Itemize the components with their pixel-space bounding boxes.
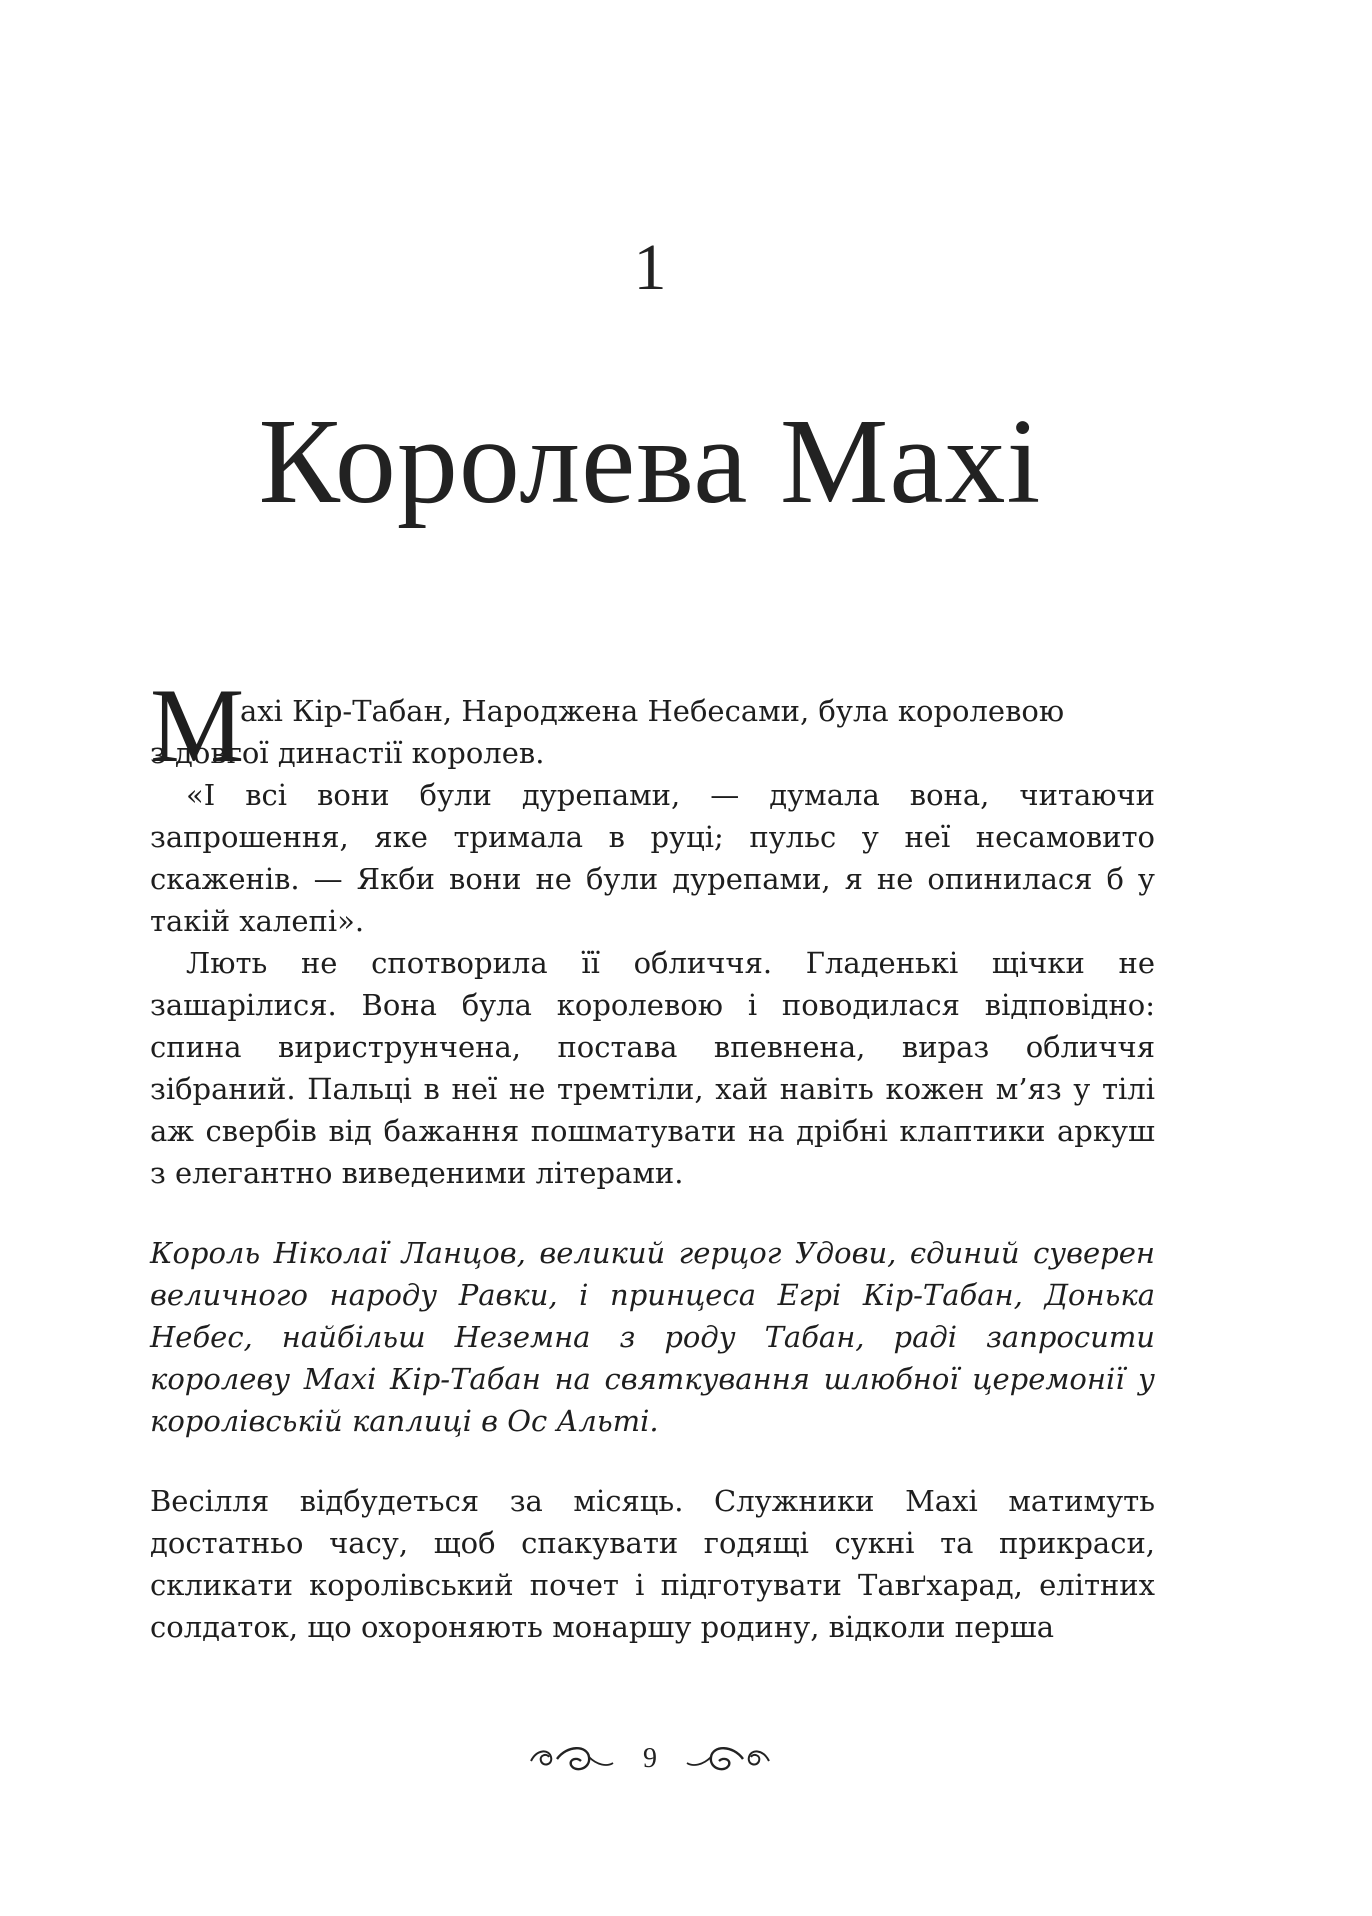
paragraph-2: «І всі вони були дурепами, — думала вона, читаючи запрошення, яке тримала в руці; пульс у неї несамовито скаженів. — Якби вони не були дурепами, я не опинилася б у такій халепі». (150, 778, 1155, 938)
flourish-right-icon (683, 1739, 773, 1779)
paragraph-4: Весілля відбудеться за місяць. Служники Махі матимуть достатньо часу, щоб спакувати годящі сукні та прикраси, скликати королівський почет і підготувати Тавґхарад, елітних солдаток, що охороняють монаршу родину, відколи перша (150, 1484, 1155, 1644)
drop-cap: М (150, 667, 245, 784)
page-number: 9 (643, 1743, 657, 1774)
chapter-title: Королева Махі (258, 394, 1042, 529)
paragraph-1-line-1: ахі Кір-Табан, Народжена Небесами, була королевою (240, 694, 1065, 728)
body-text (150, 667, 1155, 1648)
page-footer (520, 1734, 780, 1784)
invitation-text: Король Ніколаї Ланцов, великий герцог Удови, єдиний суверен величного народу Равки, і принцеса Егрі Кір-Табан, Донька Небес, найбільш Неземна з роду Табан, раді запросити королеву Махі Кір-Табан на святкування шлюбної церемонії у королівській каплиці в Ос Альті. (150, 1236, 1155, 1438)
paragraph-1 (150, 667, 1155, 784)
flourish-left-icon (527, 1739, 617, 1779)
paragraph-1-line-2: з довгої династії королев. (150, 736, 545, 770)
paragraph-3: Лють не спотворила її обличчя. Гладенькі щічки не зашарілися. Вона була королевою і поводилася відповідно: спина вириструнчена, постава впевнена, вираз обличчя зібраний. Пальці в неї не тремтіли, хай навіть кожен м’яз у тілі аж свербів від бажання пошматувати на дрібні клаптики аркуш з елегантно виведеними літерами. (150, 946, 1155, 1190)
chapter-number: 1 (633, 231, 667, 304)
